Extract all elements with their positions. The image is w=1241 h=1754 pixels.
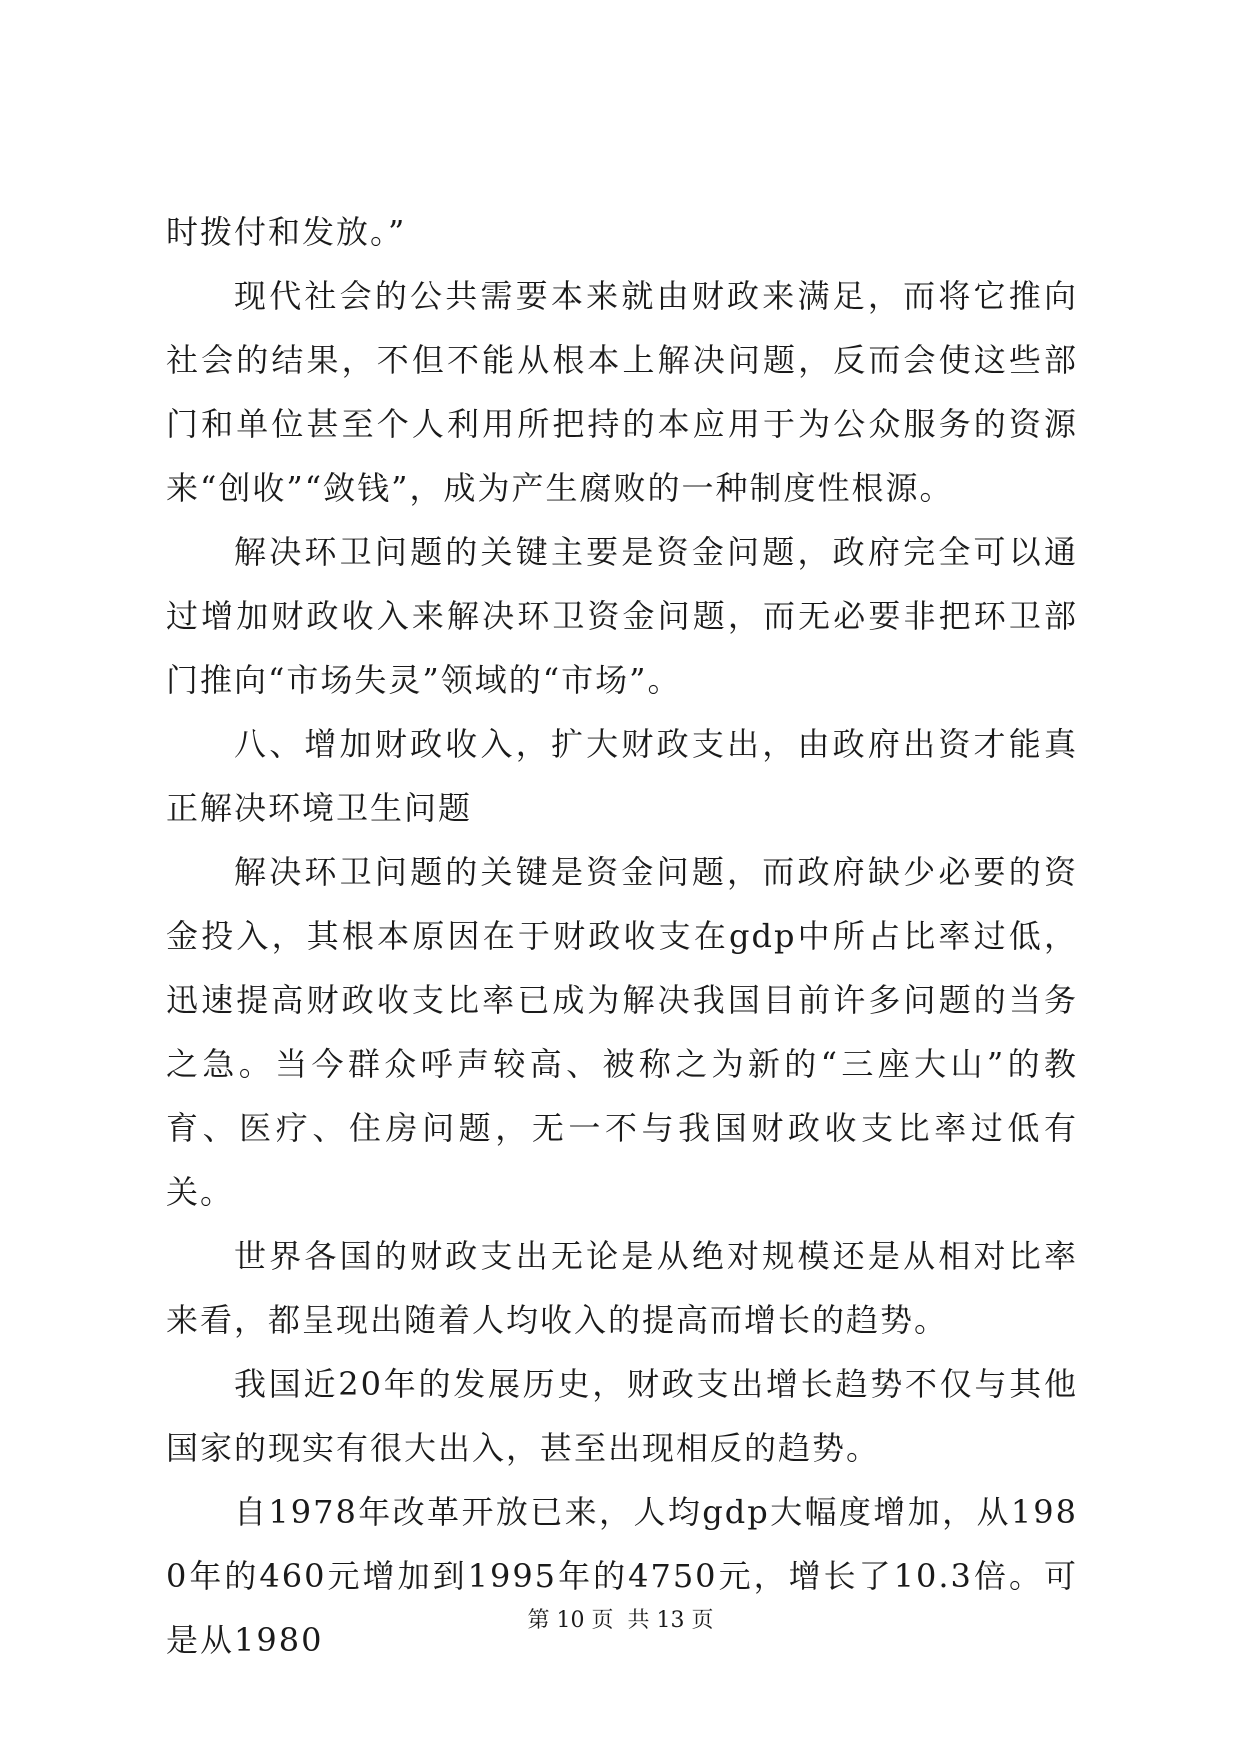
paragraph-7: 我国近20年的发展历史，财政支出增长趋势不仅与其他国家的现实有很大出入，甚至出现相反的趋势。	[166, 1365, 1078, 1467]
paragraph-5: 解决环卫问题的关键是资金问题，而政府缺少必要的资金投入，其根本原因在于财政收支在gdp中所占比率过低，迅速提高财政收支比率已成为解决我国目前许多问题的当务之急。当今群众呼声较高、被称之为新的“三座大山”的教育、医疗、住房问题，无一不与我国财政收支比率过低有关。	[166, 853, 1078, 1211]
page-number-label: 第 10 页 共 13 页	[527, 1608, 714, 1633]
paragraph-8: 自1978年改革开放已来，人均gdp大幅度增加，从1980年的460元增加到1995年的4750元，增长了10.3倍。可是从1980	[166, 1493, 1078, 1659]
page-footer	[0, 1606, 1241, 1636]
paragraph-1: 时拨付和发放。”	[166, 213, 407, 251]
paragraph-2: 现代社会的公共需要本来就由财政来满足，而将它推向社会的结果，不但不能从根本上解决问题，反而会使这些部门和单位甚至个人利用所把持的本应用于为公众服务的资源来“创收”“敛钱”，成为产生腐败的一种制度性根源。	[166, 277, 1078, 507]
paragraph-3: 解决环卫问题的关键主要是资金问题，政府完全可以通过增加财政收入来解决环卫资金问题，而无必要非把环卫部门推向“市场失灵”领域的“市场”。	[166, 533, 1078, 699]
section-heading: 八、增加财政收入，扩大财政支出，由政府出资才能真正解决环境卫生问题	[166, 725, 1078, 827]
paragraph-6: 世界各国的财政支出无论是从绝对规模还是从相对比率来看，都呈现出随着人均收入的提高而增长的趋势。	[166, 1237, 1078, 1339]
document-body	[166, 200, 1078, 1672]
